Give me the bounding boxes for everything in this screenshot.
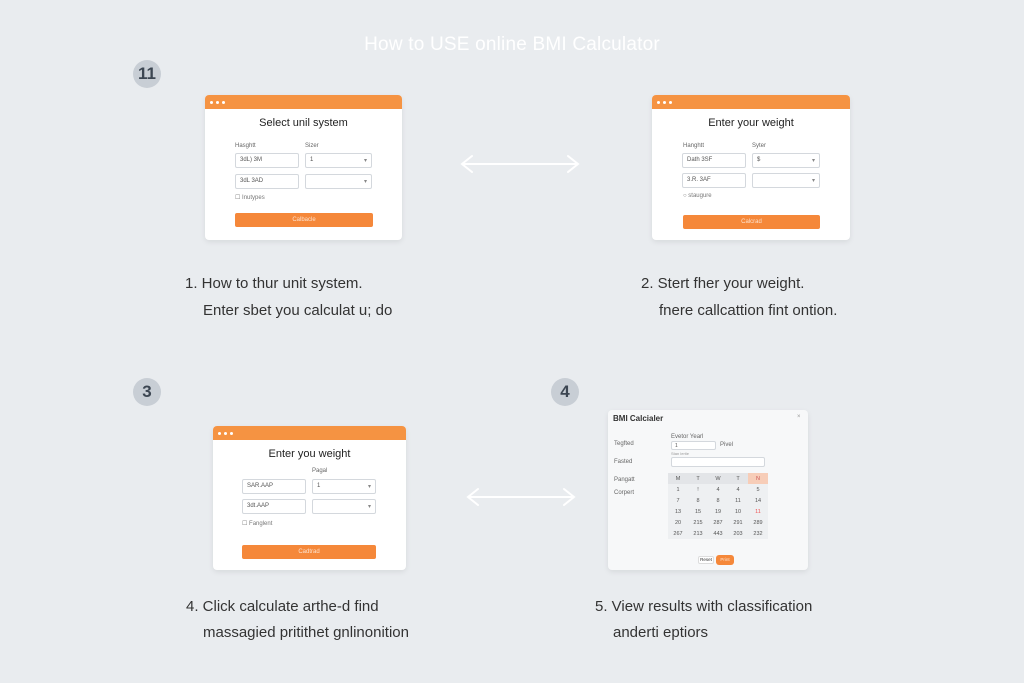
calendar-cell[interactable]: 215 bbox=[693, 519, 703, 526]
unit-select-2[interactable] bbox=[312, 499, 376, 514]
step-caption: 5. View results with classification bbox=[595, 598, 813, 615]
calendar-cell[interactable]: 287 bbox=[713, 519, 723, 526]
weight-card-2 bbox=[213, 426, 406, 570]
calendar-cell[interactable]: 4 bbox=[716, 486, 720, 493]
close-icon[interactable]: × bbox=[797, 414, 801, 420]
calendar-cell[interactable]: 11 bbox=[755, 508, 761, 515]
window-title-bar bbox=[205, 95, 402, 109]
secondary-input[interactable] bbox=[671, 457, 765, 467]
calendar-cell[interactable]: 213 bbox=[693, 530, 703, 537]
calendar-cell[interactable]: 1 bbox=[676, 486, 680, 493]
calendar-header: N bbox=[748, 473, 768, 484]
height-input[interactable]: Dath 3SF bbox=[682, 153, 746, 168]
field-label: Pagal bbox=[312, 468, 328, 474]
unit-label: Pivel bbox=[720, 442, 734, 448]
calendar-cell[interactable]: 291 bbox=[733, 519, 743, 526]
step-caption: massagied pritithet gnlinonition bbox=[203, 624, 409, 641]
weight-input[interactable]: 3.R. 3AF bbox=[682, 173, 746, 188]
step-badge: 3 bbox=[133, 378, 161, 406]
calendar-header: T bbox=[688, 473, 708, 484]
size-label: Sizer bbox=[305, 143, 319, 149]
step-caption: anderti eptiors bbox=[613, 624, 709, 641]
calendar-header: W bbox=[708, 473, 728, 484]
calendar-cell[interactable]: 267 bbox=[673, 530, 683, 537]
step-caption: 2. Stert fher your weight. bbox=[641, 275, 805, 292]
row-label: Corpert bbox=[614, 490, 635, 496]
calendar-cell[interactable]: 8 bbox=[696, 497, 700, 504]
step-caption: Enter sbet you calculat u; do bbox=[203, 302, 393, 319]
page-title: How to USE online BMI Calculator bbox=[364, 34, 660, 55]
calendar-cell[interactable]: 4 bbox=[736, 486, 740, 493]
calculate-button[interactable]: Cadtrad bbox=[242, 545, 376, 559]
calculator-title: BMI Calcialer bbox=[613, 414, 664, 423]
weight-card bbox=[652, 95, 850, 240]
unit-select[interactable]: 1 ▾ bbox=[305, 153, 372, 168]
weight-input[interactable]: 3dL 3AD bbox=[235, 174, 299, 189]
card-title: Enter you weight bbox=[268, 448, 351, 460]
calculate-button[interactable]: Calcrad bbox=[683, 215, 820, 229]
calendar-cell[interactable]: 15 bbox=[694, 508, 702, 515]
calendar-cell[interactable]: 10 bbox=[734, 508, 742, 515]
calendar-cell[interactable]: 203 bbox=[733, 530, 743, 537]
step-badge: 11 bbox=[133, 60, 161, 88]
calendar-cell[interactable]: 11 bbox=[735, 497, 741, 504]
window-title-bar bbox=[213, 426, 406, 440]
option-checkbox[interactable]: ☐ Fanglent bbox=[242, 521, 273, 527]
checkbox-label: Inutypes bbox=[242, 195, 265, 201]
step-caption: 1. How to thur unit system. bbox=[185, 275, 363, 292]
unit-select[interactable]: $ ▾ bbox=[752, 153, 820, 168]
reset-button[interactable]: Reset bbox=[698, 556, 714, 564]
print-button[interactable]: Print bbox=[716, 555, 734, 565]
calculate-button[interactable]: Calbacle bbox=[235, 213, 373, 227]
step-caption: fnere callcattion fint ontion. bbox=[659, 302, 838, 319]
calendar-cell[interactable]: 5 bbox=[756, 486, 760, 493]
calendar-cell[interactable]: 232 bbox=[753, 530, 763, 537]
calendar-grid bbox=[668, 473, 768, 539]
calendar-cell[interactable]: 19 bbox=[714, 508, 722, 515]
option-checkbox[interactable]: ○ staugure bbox=[683, 193, 712, 199]
field-label: Evetor Yearl bbox=[671, 434, 704, 440]
card-title: Enter your weight bbox=[708, 117, 794, 129]
calendar-cell[interactable]: 13 bbox=[674, 508, 682, 515]
window-title-bar bbox=[652, 95, 850, 109]
height-label: Hasghtt bbox=[235, 143, 256, 149]
calendar-cell[interactable]: 8 bbox=[716, 497, 720, 504]
height-label: Hanghtt bbox=[683, 143, 705, 149]
calendar-cell[interactable]: 14 bbox=[754, 497, 762, 504]
unit-system-card bbox=[205, 95, 402, 240]
step-caption: 4. Click calculate arthe-d find bbox=[186, 598, 379, 615]
card-title: Select unil system bbox=[259, 117, 348, 129]
height-input[interactable]: SAR.AAP bbox=[242, 479, 306, 494]
calendar-header: M bbox=[668, 473, 688, 484]
calendar-header: T bbox=[728, 473, 748, 484]
checkbox-label: Fanglent bbox=[249, 521, 273, 527]
unit-select[interactable]: 1 ▾ bbox=[312, 479, 376, 494]
calendar-cell[interactable]: 443 bbox=[713, 530, 723, 537]
calendar-cell[interactable]: 7 bbox=[676, 497, 680, 504]
row-label: Pangatt bbox=[614, 477, 635, 483]
double-arrow-icon bbox=[464, 485, 578, 509]
unit-select-2[interactable] bbox=[305, 174, 372, 189]
option-checkbox[interactable]: ☐ Inutypes bbox=[235, 195, 265, 201]
double-arrow-icon bbox=[458, 152, 582, 176]
weight-input[interactable]: 3dt.AAP bbox=[242, 499, 306, 514]
calendar-cell[interactable]: 289 bbox=[753, 519, 763, 526]
hint-text: Stan lertie bbox=[671, 451, 690, 456]
calendar-cell[interactable]: 20 bbox=[674, 519, 682, 526]
calendar-cell[interactable]: ! bbox=[697, 486, 699, 493]
row-label: Tegfted bbox=[614, 441, 634, 447]
type-label: Syter bbox=[752, 143, 767, 149]
row-label: Fasted bbox=[614, 459, 633, 465]
step-badge: 4 bbox=[551, 378, 579, 406]
height-input[interactable]: 3dL) 3M bbox=[235, 153, 299, 168]
unit-select-2[interactable] bbox=[752, 173, 820, 188]
value-input[interactable]: 1 bbox=[671, 441, 716, 450]
checkbox-label: staugure bbox=[688, 193, 712, 199]
